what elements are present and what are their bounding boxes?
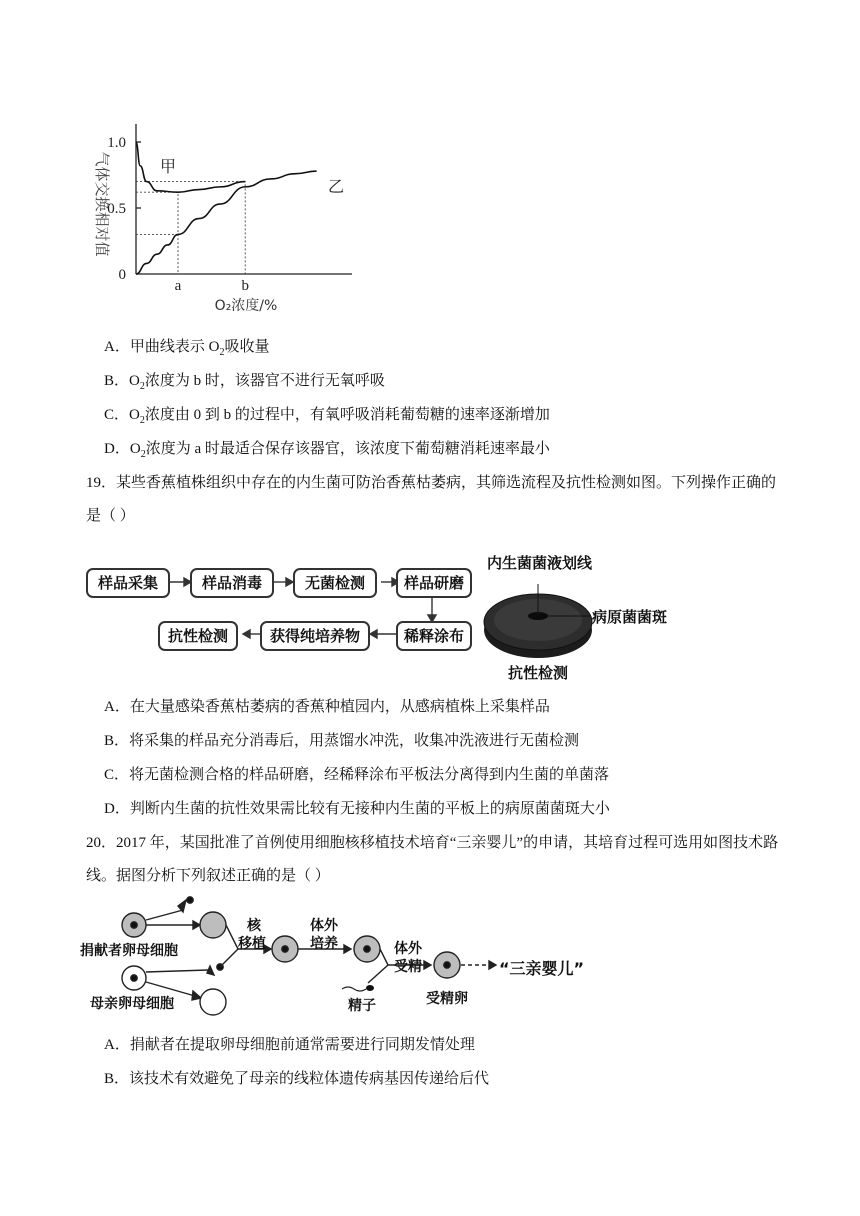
nuclear-transfer-label-2: 移植 bbox=[238, 936, 266, 952]
flow-step-sample-collection: 样品采集 bbox=[86, 568, 170, 598]
q19-option-b[interactable]: B．将采集的样品充分消毒后，用蒸馏水冲洗，收集冲洗液进行无菌检测 bbox=[104, 733, 580, 749]
q19-option-d[interactable]: D．判断内生菌的抗性效果需比较有无接种内生菌的平板上的病原菌菌斑大小 bbox=[104, 801, 610, 817]
guide-a bbox=[136, 192, 178, 274]
series-jia-line bbox=[136, 142, 245, 192]
y-tick-label: 0 bbox=[118, 267, 126, 283]
q20-stem-line1: 20．2017 年，某国批准了首例使用细胞核移植技术培育“三亲婴儿”的申请，其培育过程可选用如图技术路 bbox=[86, 835, 779, 851]
q19-stem-line2: 是（ ） bbox=[86, 508, 135, 524]
x-axis-label: O₂浓度/% bbox=[214, 298, 278, 314]
in-vitro-fertilization-label-1: 体外 bbox=[394, 941, 422, 957]
series-jia-label: 甲 bbox=[160, 159, 177, 176]
y-tick-label: 0.5 bbox=[107, 201, 126, 217]
q19-stem-line1: 19．某些香蕉植株组织中存在的内生菌可防治香蕉枯萎病，其筛选流程及抗性检测如图。下列操作正确的 bbox=[86, 475, 777, 491]
q20-option-a[interactable]: A．捐献者在提取卵母细胞前通常需要进行同期发情处理 bbox=[104, 1037, 475, 1053]
flow-step-sterility-test: 无菌检测 bbox=[293, 568, 377, 598]
q18-option-b[interactable]: B．$O_2$浓度为 b 时，该器官不进行无氧呼吸 bbox=[104, 373, 385, 392]
in-vitro-fertilization-label-2: 受精 bbox=[394, 959, 422, 975]
donor-label: 捐献者卵母细胞 bbox=[80, 943, 178, 959]
q19-option-a[interactable]: A．在大量感染香蕉枯萎病的香蕉种植园内，从感病植株上采集样品 bbox=[104, 699, 550, 715]
nuclear-transfer-label-1: 核 bbox=[247, 918, 261, 934]
in-vitro-culture-label-2: 培养 bbox=[310, 936, 338, 952]
zygote-label: 受精卵 bbox=[426, 991, 468, 1007]
flow-step-sample-grinding: 样品研磨 bbox=[396, 568, 472, 598]
series-yi-label: 乙 bbox=[328, 179, 345, 196]
y-axis-label: 气体交换相对值 bbox=[93, 151, 111, 257]
flow-step-resistance-test: 抗性检测 bbox=[158, 621, 238, 651]
flow-step-sample-disinfection: 样品消毒 bbox=[190, 568, 274, 598]
enucleated-donor-cell bbox=[200, 912, 226, 938]
plate-label-resistance-test: 抗性检测 bbox=[508, 664, 569, 682]
sperm-icon bbox=[342, 987, 366, 991]
plate-label-streak: 内生菌菌液划线 bbox=[487, 554, 593, 572]
o2-gas-exchange-chart bbox=[70, 112, 370, 324]
q18-option-c[interactable]: C．$O_2$浓度由 0 到 b 的过程中，有氧呼吸消耗葡萄糖的速率逐渐增加 bbox=[104, 407, 550, 426]
plate-label-pathogen-spot: 病原菌菌斑 bbox=[592, 608, 668, 626]
q18-option-d[interactable]: D．$O_2$浓度为 a 时最适合保存该器官，该浓度下葡萄糖消耗速率最小 bbox=[104, 441, 550, 460]
x-tick-label: a bbox=[174, 278, 182, 294]
q20-stem-line2: 线。据图分析下列叙述正确的是（ ） bbox=[86, 868, 330, 884]
q20-option-b[interactable]: B．该技术有效避免了母亲的线粒体遗传病基因传递给后代 bbox=[104, 1071, 490, 1087]
in-vitro-culture-label-1: 体外 bbox=[310, 918, 338, 934]
three-parent-baby-label: “三亲婴儿” bbox=[499, 959, 585, 978]
y-tick-label: 1.0 bbox=[107, 135, 126, 151]
q18-option-a[interactable]: A．甲曲线表示 $O_2$吸收量 bbox=[104, 339, 270, 358]
mother-remainder-cell bbox=[200, 989, 226, 1015]
flow-step-dilution-spreading: 稀释涂布 bbox=[396, 621, 472, 651]
sperm-label: 精子 bbox=[348, 998, 376, 1014]
mother-label: 母亲卵母细胞 bbox=[90, 996, 174, 1012]
guide-b bbox=[136, 182, 245, 274]
q19-option-c[interactable]: C．将无菌检测合格的样品研磨，经稀释涂布平板法分离得到内生菌的单菌落 bbox=[104, 767, 610, 783]
x-tick-label: b bbox=[241, 278, 249, 294]
flow-step-pure-culture: 获得纯培养物 bbox=[260, 621, 370, 651]
